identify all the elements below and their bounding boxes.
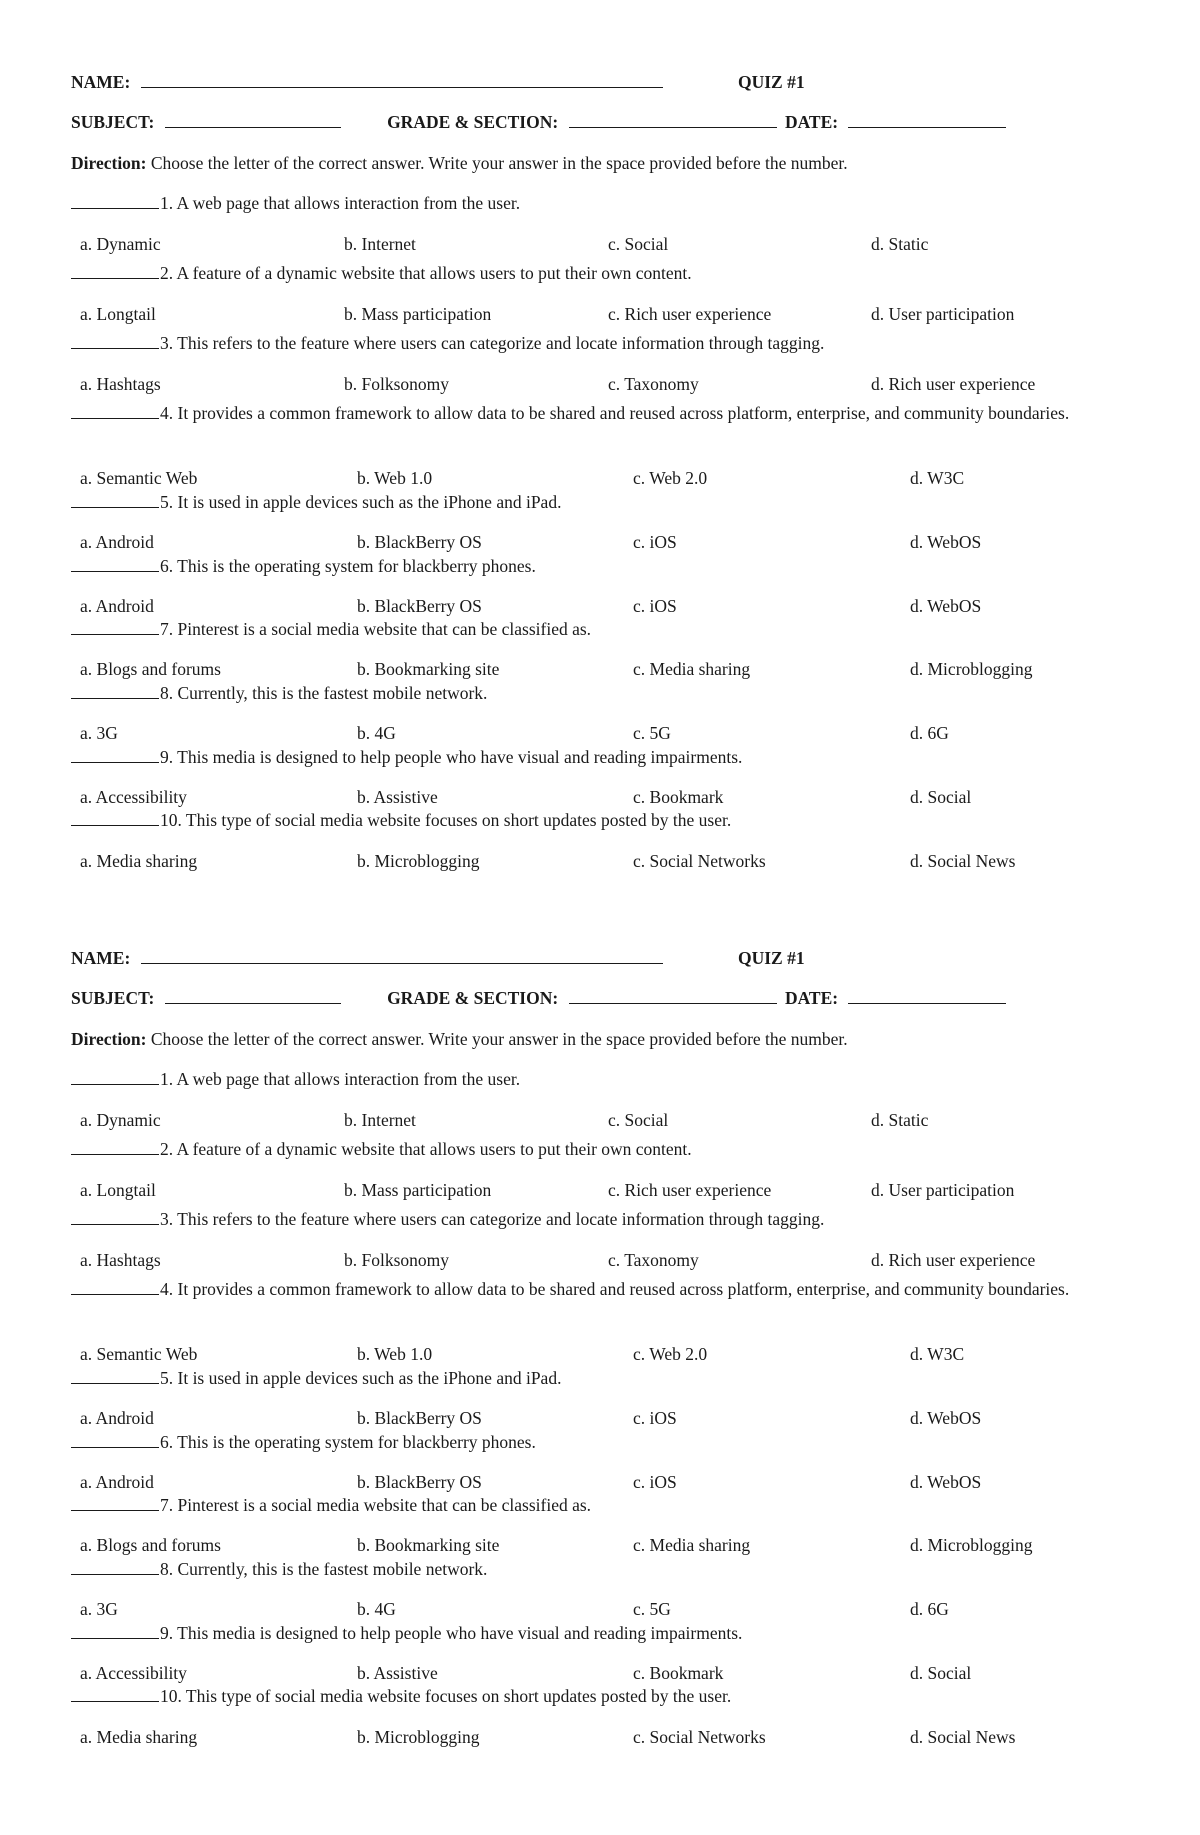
- choice-a: a. 3G: [80, 1599, 118, 1619]
- answer-blank[interactable]: [71, 491, 159, 508]
- question-text: 3. This refers to the feature where users can categorize and locate information through tagging.: [160, 333, 825, 353]
- date-label: DATE:: [784, 112, 839, 132]
- answer-blank[interactable]: [71, 262, 159, 279]
- answer-blank[interactable]: [71, 1367, 159, 1384]
- choice-d: d. Social: [910, 1663, 972, 1683]
- answer-blank[interactable]: [71, 1494, 159, 1511]
- choice-a: a. Android: [80, 1472, 154, 1492]
- question-5: [71, 1366, 1091, 1390]
- choice-d: d. WebOS: [910, 1408, 982, 1428]
- choice-c: c. Taxonomy: [608, 374, 699, 394]
- quiz-sheet-bottom: [0, 876, 1200, 1756]
- subject-blank[interactable]: [165, 987, 341, 1004]
- choice-a: a. Longtail: [80, 1180, 156, 1200]
- name-row: [71, 70, 663, 94]
- question-text: 7. Pinterest is a social media website that can be classified as.: [160, 619, 592, 639]
- choice-b: b. BlackBerry OS: [357, 1472, 482, 1492]
- question-text: 9. This media is designed to help people who have visual and reading impairments.: [160, 747, 743, 767]
- info-row: [71, 986, 1006, 1010]
- choice-c: c. Media sharing: [633, 1535, 751, 1555]
- question-3: [71, 331, 1091, 355]
- choice-b: b. BlackBerry OS: [357, 596, 482, 616]
- direction: [71, 151, 848, 175]
- question-9: [71, 745, 1091, 769]
- choice-c: c. Web 2.0: [633, 468, 708, 488]
- question-text: 3. This refers to the feature where users can categorize and locate information through tagging.: [160, 1209, 825, 1229]
- name-label: NAME:: [71, 72, 131, 92]
- question-text: 10. This type of social media website focuses on short updates posted by the user.: [160, 810, 732, 830]
- choice-c: c. Bookmark: [633, 1663, 724, 1683]
- subject-label: SUBJECT:: [71, 112, 155, 132]
- choice-a: a. Android: [80, 532, 154, 552]
- choice-d: d. Microblogging: [910, 659, 1033, 679]
- name-blank[interactable]: [141, 947, 663, 964]
- grade-section-label: GRADE & SECTION:: [387, 988, 559, 1008]
- quiz-title: QUIZ #1: [738, 72, 805, 92]
- name-blank[interactable]: [141, 71, 663, 88]
- question-text: 4. It provides a common framework to allow data to be shared and reused across platform, enterprise, and community boundaries.: [160, 1279, 1070, 1299]
- answer-blank[interactable]: [71, 555, 159, 572]
- direction-label: Direction:: [71, 1029, 147, 1049]
- choice-c: c. Social: [608, 234, 669, 254]
- choice-d: d. Microblogging: [910, 1535, 1033, 1555]
- grade-section-blank[interactable]: [569, 111, 777, 128]
- choice-d: d. Static: [871, 1110, 929, 1130]
- answer-blank[interactable]: [71, 402, 159, 419]
- question-text: 10. This type of social media website focuses on short updates posted by the user.: [160, 1686, 732, 1706]
- question-1: [71, 1067, 1091, 1091]
- choice-a: a. 3G: [80, 723, 118, 743]
- question-2: [71, 1137, 1091, 1161]
- date-label: DATE:: [784, 988, 839, 1008]
- choice-c: c. Media sharing: [633, 659, 751, 679]
- choice-b: b. Assistive: [357, 787, 438, 807]
- choice-b: b. Web 1.0: [357, 468, 433, 488]
- question-text: 8. Currently, this is the fastest mobile network.: [160, 683, 488, 703]
- choice-d: d. Social News: [910, 1727, 1016, 1747]
- choice-d: d. User participation: [871, 304, 1015, 324]
- subject-blank[interactable]: [165, 111, 341, 128]
- answer-blank[interactable]: [71, 1431, 159, 1448]
- question-text: 6. This is the operating system for blackberry phones.: [160, 1432, 536, 1452]
- choice-a: a. Semantic Web: [80, 468, 198, 488]
- choice-b: b. 4G: [357, 723, 396, 743]
- choice-a: a. Semantic Web: [80, 1344, 198, 1364]
- question-8: [71, 1557, 1091, 1581]
- question-6: [71, 554, 1091, 578]
- choice-c: c. Social Networks: [633, 851, 766, 871]
- choice-b: b. Bookmarking site: [357, 1535, 500, 1555]
- choice-c: c. 5G: [633, 723, 671, 743]
- choice-d: d. WebOS: [910, 1472, 982, 1492]
- choice-d: d. Rich user experience: [871, 374, 1036, 394]
- choice-c: c. Social: [608, 1110, 669, 1130]
- info-row: [71, 110, 1006, 134]
- quiz-sheet-top: [0, 0, 1200, 880]
- question-text: 1. A web page that allows interaction from the user.: [160, 1069, 521, 1089]
- choice-d: d. W3C: [910, 468, 965, 488]
- direction-text: Choose the letter of the correct answer. Write your answer in the space provided before the number.: [150, 1029, 848, 1049]
- choice-a: a. Longtail: [80, 304, 156, 324]
- answer-blank[interactable]: [71, 1622, 159, 1639]
- choice-a: a. Blogs and forums: [80, 1535, 221, 1555]
- choice-a: a. Accessibility: [80, 1663, 187, 1683]
- choice-d: d. Rich user experience: [871, 1250, 1036, 1270]
- answer-blank[interactable]: [71, 1208, 159, 1225]
- question-text: 5. It is used in apple devices such as the iPhone and iPad.: [160, 492, 562, 512]
- answer-blank[interactable]: [71, 1558, 159, 1575]
- choice-b: b. Folksonomy: [344, 374, 450, 394]
- answer-blank[interactable]: [71, 1068, 159, 1085]
- choice-d: d. Social: [910, 787, 972, 807]
- choice-a: a. Media sharing: [80, 1727, 198, 1747]
- choice-b: b. Mass participation: [344, 1180, 492, 1200]
- choice-c: c. Rich user experience: [608, 1180, 772, 1200]
- answer-blank[interactable]: [71, 682, 159, 699]
- choice-a: a. Media sharing: [80, 851, 198, 871]
- choice-c: c. iOS: [633, 1472, 677, 1492]
- question-2: [71, 261, 1091, 285]
- question-9: [71, 1621, 1091, 1645]
- question-text: 5. It is used in apple devices such as the iPhone and iPad.: [160, 1368, 562, 1388]
- choice-a: a. Dynamic: [80, 1110, 161, 1130]
- direction-text: Choose the letter of the correct answer. Write your answer in the space provided before the number.: [150, 153, 848, 173]
- choice-a: a. Blogs and forums: [80, 659, 221, 679]
- choice-a: a. Android: [80, 596, 154, 616]
- choice-c: c. iOS: [633, 596, 677, 616]
- choice-c: c. iOS: [633, 1408, 677, 1428]
- date-blank[interactable]: [848, 111, 1006, 128]
- answer-blank[interactable]: [71, 1685, 159, 1702]
- question-3: [71, 1207, 1091, 1231]
- choice-d: d. WebOS: [910, 596, 982, 616]
- subject-label: SUBJECT:: [71, 988, 155, 1008]
- choice-d: d. Static: [871, 234, 929, 254]
- choice-c: c. Social Networks: [633, 1727, 766, 1747]
- choice-b: b. 4G: [357, 1599, 396, 1619]
- question-text: 7. Pinterest is a social media website that can be classified as.: [160, 1495, 592, 1515]
- choice-a: a. Hashtags: [80, 374, 161, 394]
- choice-a: a. Android: [80, 1408, 154, 1428]
- question-8: [71, 681, 1091, 705]
- grade-section-blank[interactable]: [569, 987, 777, 1004]
- choice-d: d. 6G: [910, 1599, 949, 1619]
- question-4: [71, 401, 1091, 425]
- grade-section-label: GRADE & SECTION:: [387, 112, 559, 132]
- answer-blank[interactable]: [71, 1138, 159, 1155]
- question-5: [71, 490, 1091, 514]
- date-blank[interactable]: [848, 987, 1006, 1004]
- question-1: [71, 191, 1091, 215]
- choice-b: b. Microblogging: [357, 851, 480, 871]
- choice-b: b. Internet: [344, 234, 416, 254]
- question-text: 2. A feature of a dynamic website that allows users to put their own content.: [160, 1139, 692, 1159]
- question-10: [71, 808, 1091, 832]
- choice-c: c. Bookmark: [633, 787, 724, 807]
- choice-c: c. iOS: [633, 532, 677, 552]
- choice-a: a. Hashtags: [80, 1250, 161, 1270]
- choice-c: c. Rich user experience: [608, 304, 772, 324]
- choice-b: b. Bookmarking site: [357, 659, 500, 679]
- choice-d: d. W3C: [910, 1344, 965, 1364]
- choice-c: c. Taxonomy: [608, 1250, 699, 1270]
- choice-d: d. WebOS: [910, 532, 982, 552]
- question-text: 6. This is the operating system for blackberry phones.: [160, 556, 536, 576]
- choice-a: a. Accessibility: [80, 787, 187, 807]
- quiz-title: QUIZ #1: [738, 948, 805, 968]
- question-text: 9. This media is designed to help people who have visual and reading impairments.: [160, 1623, 743, 1643]
- choice-c: c. 5G: [633, 1599, 671, 1619]
- choice-c: c. Web 2.0: [633, 1344, 708, 1364]
- question-6: [71, 1430, 1091, 1454]
- answer-blank[interactable]: [71, 809, 159, 826]
- answer-blank[interactable]: [71, 192, 159, 209]
- name-label: NAME:: [71, 948, 131, 968]
- choice-b: b. BlackBerry OS: [357, 1408, 482, 1428]
- question-7: [71, 1493, 1091, 1517]
- direction: [71, 1027, 848, 1051]
- question-text: 1. A web page that allows interaction from the user.: [160, 193, 521, 213]
- answer-blank[interactable]: [71, 618, 159, 635]
- question-text: 4. It provides a common framework to allow data to be shared and reused across platform, enterprise, and community boundaries.: [160, 403, 1070, 423]
- choice-d: d. 6G: [910, 723, 949, 743]
- question-4: [71, 1277, 1091, 1301]
- answer-blank[interactable]: [71, 332, 159, 349]
- name-row: [71, 946, 663, 970]
- answer-blank[interactable]: [71, 746, 159, 763]
- question-text: 8. Currently, this is the fastest mobile network.: [160, 1559, 488, 1579]
- choice-b: b. Mass participation: [344, 304, 492, 324]
- choice-b: b. Microblogging: [357, 1727, 480, 1747]
- choice-b: b. BlackBerry OS: [357, 532, 482, 552]
- choice-b: b. Assistive: [357, 1663, 438, 1683]
- answer-blank[interactable]: [71, 1278, 159, 1295]
- question-7: [71, 617, 1091, 641]
- choice-b: b. Internet: [344, 1110, 416, 1130]
- question-text: 2. A feature of a dynamic website that allows users to put their own content.: [160, 263, 692, 283]
- choice-b: b. Folksonomy: [344, 1250, 450, 1270]
- choice-b: b. Web 1.0: [357, 1344, 433, 1364]
- direction-label: Direction:: [71, 153, 147, 173]
- choice-d: d. User participation: [871, 1180, 1015, 1200]
- choice-a: a. Dynamic: [80, 234, 161, 254]
- question-10: [71, 1684, 1091, 1708]
- choice-d: d. Social News: [910, 851, 1016, 871]
